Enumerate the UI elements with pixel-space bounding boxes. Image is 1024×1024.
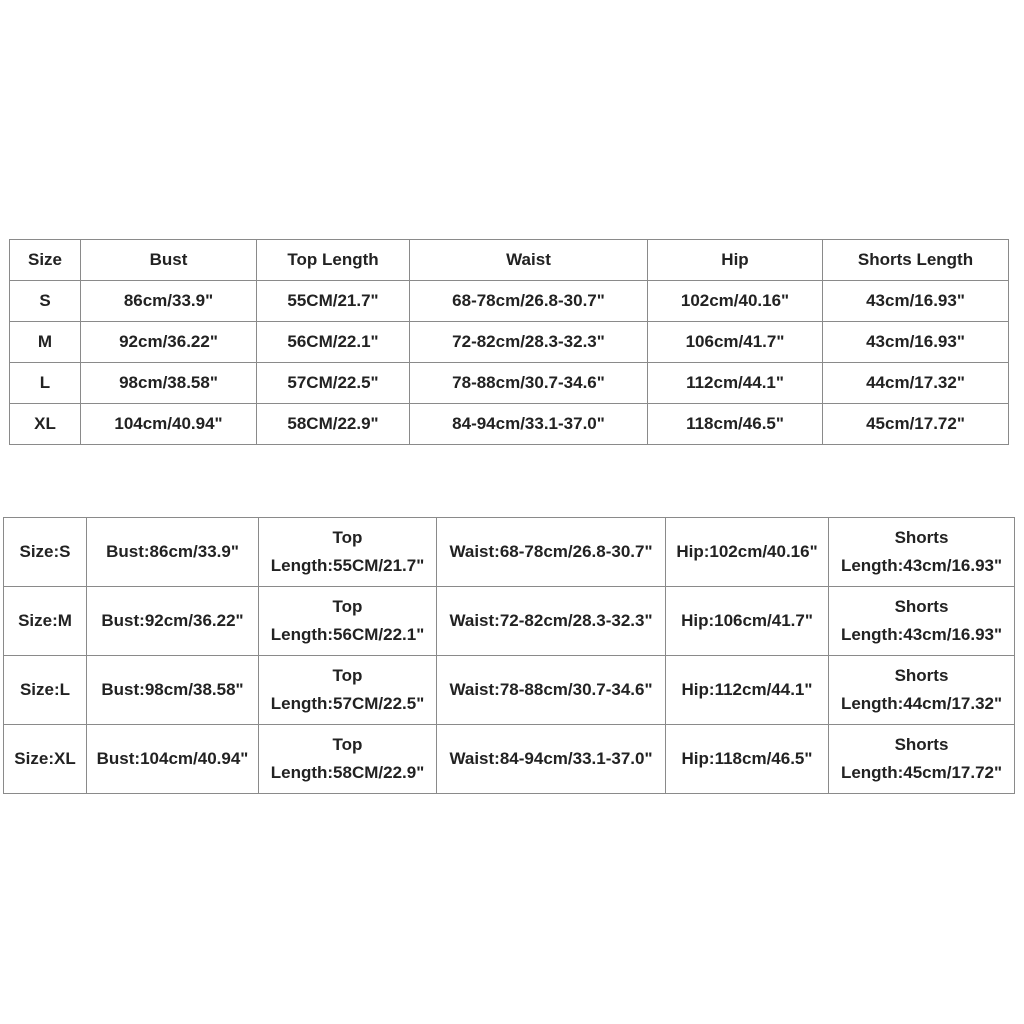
cell-waist: 72-82cm/28.3-32.3" [410, 322, 648, 363]
cell-size: Size:XL [4, 725, 87, 794]
top-label: Top [332, 666, 363, 685]
cell-shorts-length: 43cm/16.93" [823, 322, 1009, 363]
shorts-label: Shorts [894, 597, 949, 616]
top-label: Top [332, 597, 363, 616]
top-label: Top [332, 528, 363, 547]
cell-hip: Hip:102cm/40.16" [666, 518, 829, 587]
cell-hip: Hip:118cm/46.5" [666, 725, 829, 794]
table-row [4, 587, 1015, 656]
shorts-label: Shorts [894, 735, 949, 754]
header-hip: Hip [648, 240, 823, 281]
top-value: Length:57CM/22.5" [270, 694, 425, 713]
shorts-value: Length:45cm/17.72" [840, 763, 1003, 782]
cell-size: S [10, 281, 81, 322]
cell-waist: Waist:78-88cm/30.7-34.6" [437, 656, 666, 725]
table-row [4, 725, 1015, 794]
cell-top-length: 56CM/22.1" [257, 322, 410, 363]
cell-size: Size:M [4, 587, 87, 656]
table-row [4, 518, 1015, 587]
cell-waist: Waist:68-78cm/26.8-30.7" [437, 518, 666, 587]
cell-hip: 106cm/41.7" [648, 322, 823, 363]
cell-hip: Hip:106cm/41.7" [666, 587, 829, 656]
top-value: Length:56CM/22.1" [270, 625, 425, 644]
cell-shorts-length [829, 587, 1015, 656]
cell-top-length [259, 725, 437, 794]
shorts-label: Shorts [894, 528, 949, 547]
cell-size: XL [10, 404, 81, 445]
cell-bust: 104cm/40.94" [81, 404, 257, 445]
header-size: Size [10, 240, 81, 281]
shorts-value: Length:43cm/16.93" [840, 625, 1003, 644]
header-waist: Waist [410, 240, 648, 281]
cell-shorts-length: 44cm/17.32" [823, 363, 1009, 404]
cell-top-length [259, 587, 437, 656]
cell-hip: Hip:112cm/44.1" [666, 656, 829, 725]
cell-shorts-length [829, 518, 1015, 587]
cell-top-length: 58CM/22.9" [257, 404, 410, 445]
table-row [10, 281, 1009, 322]
cell-waist: Waist:72-82cm/28.3-32.3" [437, 587, 666, 656]
cell-hip: 118cm/46.5" [648, 404, 823, 445]
cell-top-length: 57CM/22.5" [257, 363, 410, 404]
cell-shorts-length: 45cm/17.72" [823, 404, 1009, 445]
top-value: Length:58CM/22.9" [270, 763, 425, 782]
top-value: Length:55CM/21.7" [270, 556, 425, 575]
cell-shorts-length [829, 725, 1015, 794]
cell-bust: 86cm/33.9" [81, 281, 257, 322]
cell-bust: Bust:86cm/33.9" [87, 518, 259, 587]
cell-waist: 78-88cm/30.7-34.6" [410, 363, 648, 404]
cell-top-length: 55CM/21.7" [257, 281, 410, 322]
cell-size: Size:S [4, 518, 87, 587]
cell-bust: Bust:98cm/38.58" [87, 656, 259, 725]
size-chart-inline-table [3, 517, 1015, 794]
cell-bust: Bust:104cm/40.94" [87, 725, 259, 794]
header-top-length: Top Length [257, 240, 410, 281]
cell-size: L [10, 363, 81, 404]
table-row [4, 656, 1015, 725]
cell-bust: 98cm/38.58" [81, 363, 257, 404]
cell-waist: 84-94cm/33.1-37.0" [410, 404, 648, 445]
cell-top-length [259, 518, 437, 587]
cell-waist: 68-78cm/26.8-30.7" [410, 281, 648, 322]
table-row [10, 404, 1009, 445]
cell-bust: Bust:92cm/36.22" [87, 587, 259, 656]
table-row [10, 363, 1009, 404]
cell-bust: 92cm/36.22" [81, 322, 257, 363]
top-label: Top [332, 735, 363, 754]
header-shorts-length: Shorts Length [823, 240, 1009, 281]
cell-size: Size:L [4, 656, 87, 725]
cell-shorts-length: 43cm/16.93" [823, 281, 1009, 322]
cell-shorts-length [829, 656, 1015, 725]
table-row [10, 322, 1009, 363]
cell-hip: 102cm/40.16" [648, 281, 823, 322]
cell-top-length [259, 656, 437, 725]
header-bust: Bust [81, 240, 257, 281]
size-chart-table [9, 239, 1009, 445]
shorts-value: Length:43cm/16.93" [840, 556, 1003, 575]
cell-size: M [10, 322, 81, 363]
shorts-label: Shorts [894, 666, 949, 685]
cell-waist: Waist:84-94cm/33.1-37.0" [437, 725, 666, 794]
cell-hip: 112cm/44.1" [648, 363, 823, 404]
shorts-value: Length:44cm/17.32" [840, 694, 1003, 713]
table-header-row [10, 240, 1009, 281]
